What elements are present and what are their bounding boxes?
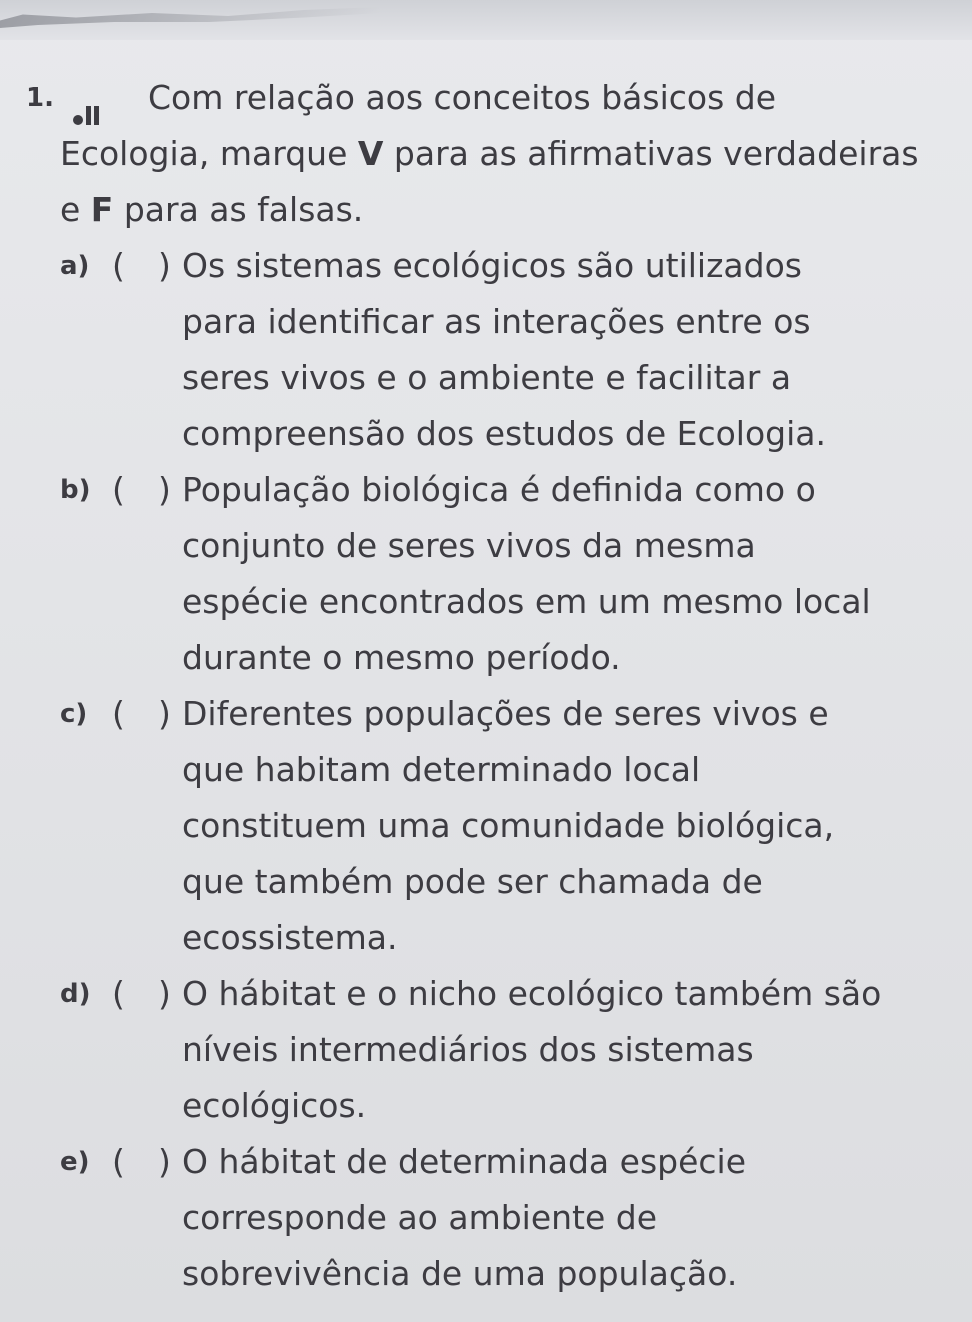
question-number: 1. <box>26 83 54 113</box>
item-letter: e) <box>60 1147 90 1177</box>
page-top-edge <box>0 0 972 40</box>
item-letter: b) <box>60 475 91 505</box>
item-letter: c) <box>60 699 88 729</box>
stem-text-3: para as falsas. <box>113 190 364 229</box>
item-letter: a) <box>60 251 90 281</box>
paren-open: ( <box>112 694 125 733</box>
stem-text-1: Com relação aos conceitos básicos de Ecologia, marque <box>60 78 777 173</box>
item-text: Os sistemas ecológicos são utilizados para identificar as interações entre os seres vivos e o ambiente e facilitar a compreensão dos estudos de Ecologia. <box>182 246 826 453</box>
paren-close: ) <box>158 470 171 509</box>
paren-open: ( <box>112 470 125 509</box>
true-marker: V <box>357 134 384 173</box>
item-text: O hábitat de determinada espécie corresponde ao ambiente de sobrevivência de uma população. <box>182 1142 746 1293</box>
item-text: Diferentes populações de seres vivos e que habitam determinado local constituem uma comunidade biológica, que também pode ser chamada de ecossistema. <box>182 694 835 957</box>
paren-close: ) <box>158 1142 171 1181</box>
paren-open: ( <box>112 246 125 285</box>
stem-text-2: para as afirmativas verdadeiras e <box>60 134 919 229</box>
item-letter: d) <box>60 979 91 1009</box>
false-marker: F <box>90 190 114 229</box>
item-text: O hábitat e o nicho ecológico também são níveis intermediários dos sistemas ecológicos. <box>182 974 882 1125</box>
item-text: População biológica é definida como o conjunto de seres vivos da mesma espécie encontrados em um mesmo local durante o mesmo período. <box>182 470 871 677</box>
printed-heading-fragment <box>0 4 380 34</box>
question-stem <box>60 70 930 238</box>
paren-close: ) <box>158 246 171 285</box>
paren-close: ) <box>158 974 171 1013</box>
paren-open: ( <box>112 974 125 1013</box>
paren-close: ) <box>158 694 171 733</box>
paren-open: ( <box>112 1142 125 1181</box>
